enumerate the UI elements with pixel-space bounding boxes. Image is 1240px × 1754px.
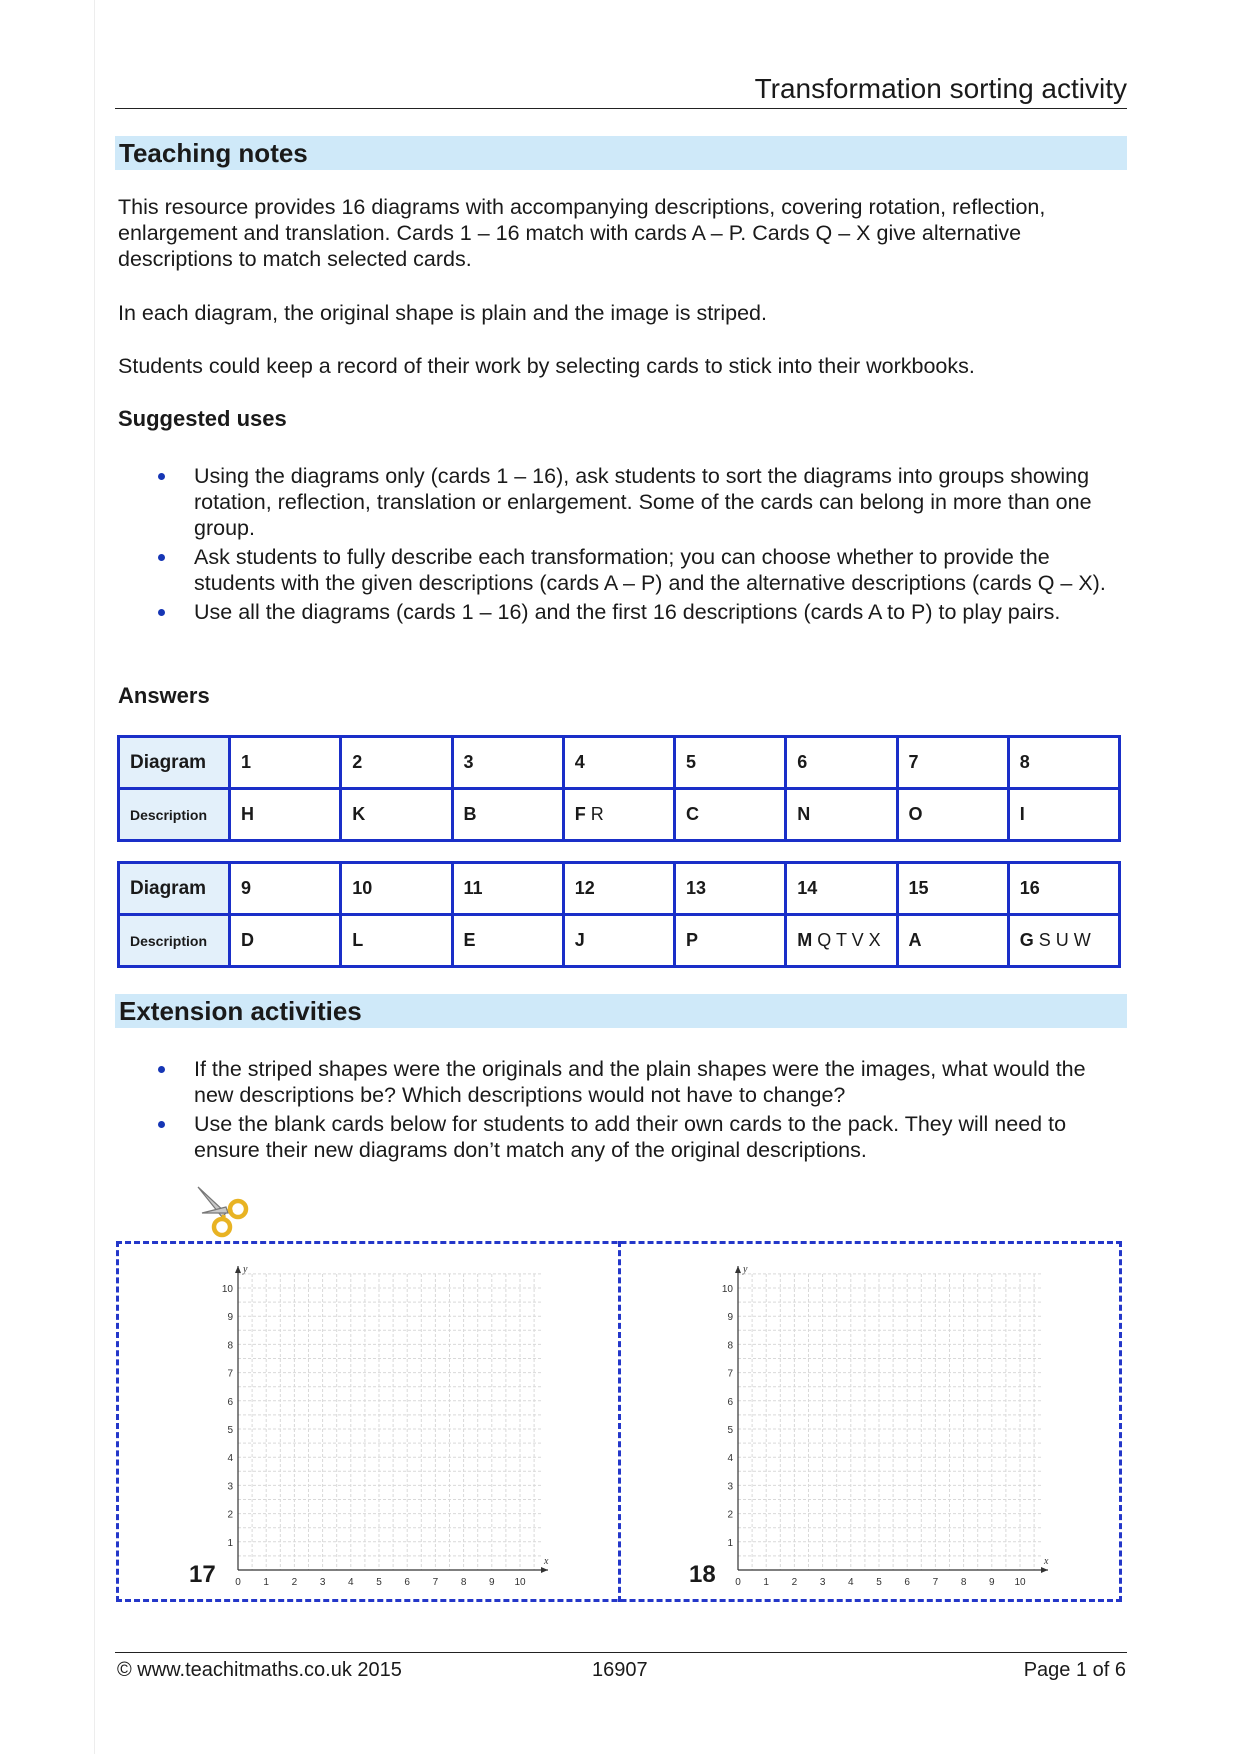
striped-note-paragraph: In each diagram, the original shape is plain and the image is striped. [118, 301, 767, 325]
y-axis-label: y [743, 1264, 748, 1275]
x-tick-label: 6 [404, 1577, 410, 1588]
bullet-icon [158, 554, 165, 561]
y-tick-label: 2 [727, 1509, 733, 1521]
footer-resource-id: 16907 [592, 1659, 648, 1681]
y-axis-arrow-icon [235, 1266, 241, 1273]
y-tick-label: 10 [721, 1284, 733, 1295]
x-axis-arrow-icon [541, 1567, 548, 1573]
list-item [118, 463, 1128, 541]
y-tick-label: 4 [227, 1453, 233, 1465]
answers-table-1 [117, 735, 1121, 842]
description-cell: L [341, 915, 452, 967]
description-row-label: Description [119, 789, 230, 841]
x-tick-label: 3 [319, 1577, 326, 1588]
x-tick-label: 3 [819, 1577, 826, 1588]
x-tick-label: 4 [348, 1577, 354, 1588]
y-tick-label: 3 [727, 1481, 733, 1493]
intro-paragraph: This resource provides 16 diagrams with accompanying descriptions, covering rotation, reflection, enlargement and translation. Cards 1 – 16 match with cards A – P. Cards Q – X give alternative descriptions to match selected cards. [118, 195, 1046, 271]
diagram-cell: 7 [897, 737, 1008, 789]
x-tick-label: 9 [489, 1577, 495, 1588]
teaching-notes-heading: Teaching notes [115, 136, 1127, 170]
list-item-text: Ask students to fully describe each transformation; you can choose whether to provide the students with the given descriptions (cards A – P) and the alternative descriptions (cards Q – X). [194, 545, 1106, 595]
footer-rule [115, 1652, 1127, 1653]
description-cell: C [675, 789, 786, 841]
list-item-text: Use all the diagrams (cards 1 – 16) and the first 16 descriptions (cards A to P) to play pairs. [194, 600, 1061, 624]
scissors-icon [196, 1183, 252, 1239]
x-axis-label: x [1044, 1556, 1049, 1567]
bullet-icon [158, 1121, 165, 1128]
x-tick-label: 1 [263, 1577, 269, 1588]
y-tick-label: 1 [227, 1537, 233, 1549]
description-cell: D [230, 915, 341, 967]
description-cell: H [230, 789, 341, 841]
description-cell: A [897, 915, 1008, 967]
x-tick-label: 8 [960, 1577, 967, 1588]
bullet-icon [158, 609, 165, 616]
x-tick-label: 10 [1014, 1577, 1026, 1588]
x-tick-label: 10 [514, 1577, 526, 1588]
y-tick-label: 5 [227, 1425, 233, 1436]
card-number-17: 17 [189, 1561, 216, 1588]
diagram-cell: 16 [1008, 863, 1119, 915]
table-row [119, 737, 1120, 789]
list-item [118, 544, 1128, 596]
diagram-cell: 1 [230, 737, 341, 789]
y-axis-label: y [243, 1264, 248, 1275]
x-tick-label: 5 [876, 1577, 882, 1588]
x-tick-label: 0 [735, 1577, 741, 1588]
description-cell: B [452, 789, 563, 841]
description-cell: J [563, 915, 674, 967]
x-tick-label: 9 [989, 1577, 995, 1588]
page-edge [94, 0, 95, 1754]
card-divider [618, 1241, 621, 1602]
record-note-paragraph: Students could keep a record of their work by selecting cards to stick into their workbooks. [118, 354, 975, 378]
x-tick-label: 4 [848, 1577, 854, 1588]
y-tick-label: 10 [221, 1284, 233, 1295]
footer-copyright: © www.teachitmaths.co.uk 2015 [117, 1659, 402, 1681]
description-cell: N [786, 789, 897, 841]
description-cell: I [1008, 789, 1119, 841]
description-cell: M Q T V X [786, 915, 897, 967]
x-tick-label: 2 [791, 1577, 798, 1588]
x-tick-label: 6 [904, 1577, 910, 1588]
diagram-cell: 6 [786, 737, 897, 789]
diagram-cell: 4 [563, 737, 674, 789]
x-tick-label: 7 [432, 1577, 439, 1588]
diagram-row-label: Diagram [119, 863, 230, 915]
list-item-text: Use the blank cards below for students to add their own cards to the pack. They will need to ensure their new diagrams don’t match any of the original descriptions. [194, 1112, 1067, 1162]
diagram-row-label: Diagram [119, 737, 230, 789]
diagram-cell: 15 [897, 863, 1008, 915]
description-cell: F R [563, 789, 674, 841]
y-tick-label: 6 [727, 1396, 733, 1408]
y-tick-label: 1 [727, 1537, 733, 1549]
description-cell: K [341, 789, 452, 841]
x-axis-label: x [544, 1556, 549, 1567]
description-cell: O [897, 789, 1008, 841]
y-tick-label: 9 [227, 1312, 233, 1324]
card-number-18: 18 [689, 1561, 716, 1588]
bullet-icon [158, 1066, 165, 1073]
footer-page-number: Page 1 of 6 [1023, 1659, 1126, 1681]
x-axis-arrow-icon [1041, 1567, 1048, 1573]
x-tick-label: 8 [460, 1577, 467, 1588]
y-axis-arrow-icon [735, 1266, 741, 1273]
y-tick-label: 8 [227, 1340, 233, 1352]
x-tick-label: 0 [235, 1577, 241, 1588]
diagram-cell: 10 [341, 863, 452, 915]
description-row-label: Description [119, 915, 230, 967]
x-tick-label: 1 [763, 1577, 769, 1588]
card-17-grid [210, 1255, 560, 1595]
table-row [119, 789, 1120, 841]
description-cell: P [675, 915, 786, 967]
description-cell: G S U W [1008, 915, 1119, 967]
card-18-grid [710, 1255, 1060, 1595]
bullet-icon [158, 473, 165, 480]
diagram-cell: 8 [1008, 737, 1119, 789]
y-tick-label: 7 [727, 1368, 733, 1380]
diagram-cell: 9 [230, 863, 341, 915]
table-row [119, 915, 1120, 967]
description-cell: E [452, 915, 563, 967]
extension-heading: Extension activities [115, 994, 1127, 1028]
list-item-text: Using the diagrams only (cards 1 – 16), ask students to sort the diagrams into groups showing rotation, reflection, translation or enlargement. Some of the cards can belong in more than one group. [194, 464, 1092, 540]
x-tick-label: 2 [291, 1577, 298, 1588]
suggested-uses-heading: Suggested uses [118, 406, 287, 431]
answers-heading: Answers [118, 683, 210, 708]
suggested-uses-list [118, 463, 1128, 628]
y-tick-label: 4 [727, 1453, 733, 1465]
list-item [118, 1111, 1128, 1163]
list-item [118, 599, 1128, 625]
x-tick-label: 7 [932, 1577, 939, 1588]
diagram-cell: 11 [452, 863, 563, 915]
y-tick-label: 9 [727, 1312, 733, 1324]
y-tick-label: 7 [227, 1368, 233, 1380]
y-tick-label: 8 [727, 1340, 733, 1352]
list-item-text: If the striped shapes were the originals and the plain shapes were the images, what would the new descriptions be? Which descriptions would not have to change? [194, 1057, 1086, 1107]
extension-list [118, 1056, 1128, 1166]
y-tick-label: 5 [727, 1425, 733, 1436]
answers-table-2 [117, 861, 1121, 968]
diagram-cell: 3 [452, 737, 563, 789]
x-tick-label: 5 [376, 1577, 382, 1588]
y-tick-label: 3 [227, 1481, 233, 1493]
diagram-cell: 12 [563, 863, 674, 915]
diagram-cell: 2 [341, 737, 452, 789]
document-title: Transformation sorting activity [115, 70, 1127, 109]
list-item [118, 1056, 1128, 1108]
diagram-cell: 13 [675, 863, 786, 915]
diagram-cell: 14 [786, 863, 897, 915]
y-tick-label: 2 [227, 1509, 233, 1521]
table-row [119, 863, 1120, 915]
y-tick-label: 6 [227, 1396, 233, 1408]
diagram-cell: 5 [675, 737, 786, 789]
